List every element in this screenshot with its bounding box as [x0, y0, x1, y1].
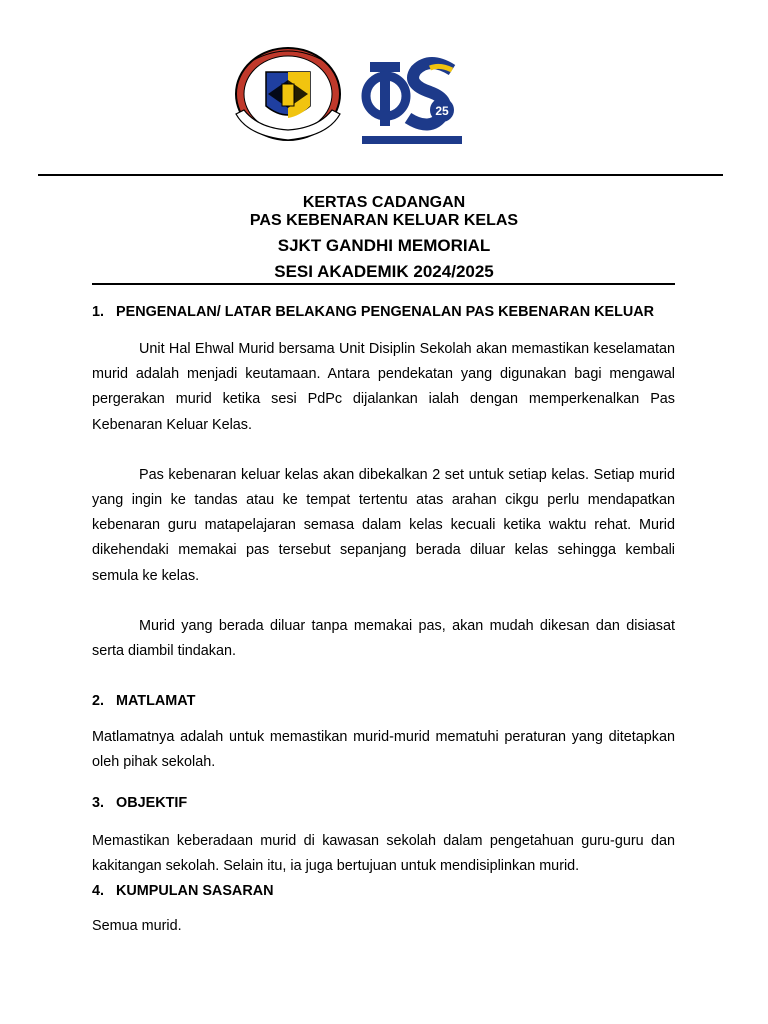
school-crest-logo	[228, 44, 348, 144]
section-1-heading	[92, 304, 675, 320]
paragraph: Unit Hal Ehwal Murid bersama Unit Disiplin Sekolah akan memastikan keselamatan murid adalah menjadi keutamaan. Antara pendekatan yang digunakan bagi mengawal pergerakan murid ketika sesi PdPc dijalankan ialah dengan memperkenalkan Pas Kebenaran Keluar Kelas.	[92, 341, 675, 433]
section-number: 4.	[92, 883, 105, 900]
title-line-1: KERTAS CADANGAN	[302, 194, 466, 211]
paragraph: Murid yang berada diluar tanpa memakai pas, akan mudah dikesan dan disiasat serta diambil tindakan.	[92, 617, 675, 660]
header-divider	[38, 174, 723, 176]
paragraph: Matlamatnya adalah untuk memastikan murid-murid mematuhi peraturan yang ditetapkan oleh pihak sekolah.	[92, 729, 675, 771]
document-title	[0, 194, 768, 285]
svg-text:25: 25	[435, 104, 449, 118]
paragraph: Semua murid.	[92, 918, 182, 935]
section-number: 2.	[92, 693, 105, 710]
section-number: 1.	[92, 304, 105, 320]
title-line-2: PAS KEBENARAN KELUAR KELAS	[249, 212, 519, 229]
section-4-heading	[92, 883, 675, 899]
title-line-3: SJKT GANDHI MEMORIAL	[277, 236, 491, 255]
section-title: OBJEKTIF	[116, 794, 188, 811]
title-line-4: SESI AKADEMIK 2024/2025	[274, 262, 494, 281]
section-2-heading	[92, 693, 675, 709]
section-title: KUMPULAN SASARAN	[116, 883, 274, 900]
section-title: PENGENALAN/ LATAR BELAKANG PENGENALAN PAS KEBENARAN KELUAR	[116, 304, 655, 320]
section-number: 3.	[92, 794, 105, 811]
ts25-logo	[360, 52, 464, 152]
header-logos	[0, 40, 768, 150]
section-3-heading	[92, 795, 675, 811]
title-divider	[92, 283, 675, 285]
paragraph: Pas kebenaran keluar kelas akan dibekalkan 2 set untuk setiap kelas. Setiap murid yang ingin ke tandas atau ke tempat tertentu atas arahan cikgu perlu mendapatkan kebenaran guru matapelajaran semasa dalam kelas kecuali ketika waktu rehat. Murid dikehendaki memakai pas tersebut sepanjang berada diluar kelas sehingga kembali semula ke kelas.	[92, 466, 675, 584]
paragraph: Memastikan keberadaan murid di kawasan sekolah dalam pengetahuan guru-guru dan kakitangan sekolah. Selain itu, ia juga bertujuan untuk mendisiplinkan murid.	[92, 832, 675, 874]
document-body	[92, 304, 675, 939]
section-title: MATLAMAT	[116, 693, 196, 710]
